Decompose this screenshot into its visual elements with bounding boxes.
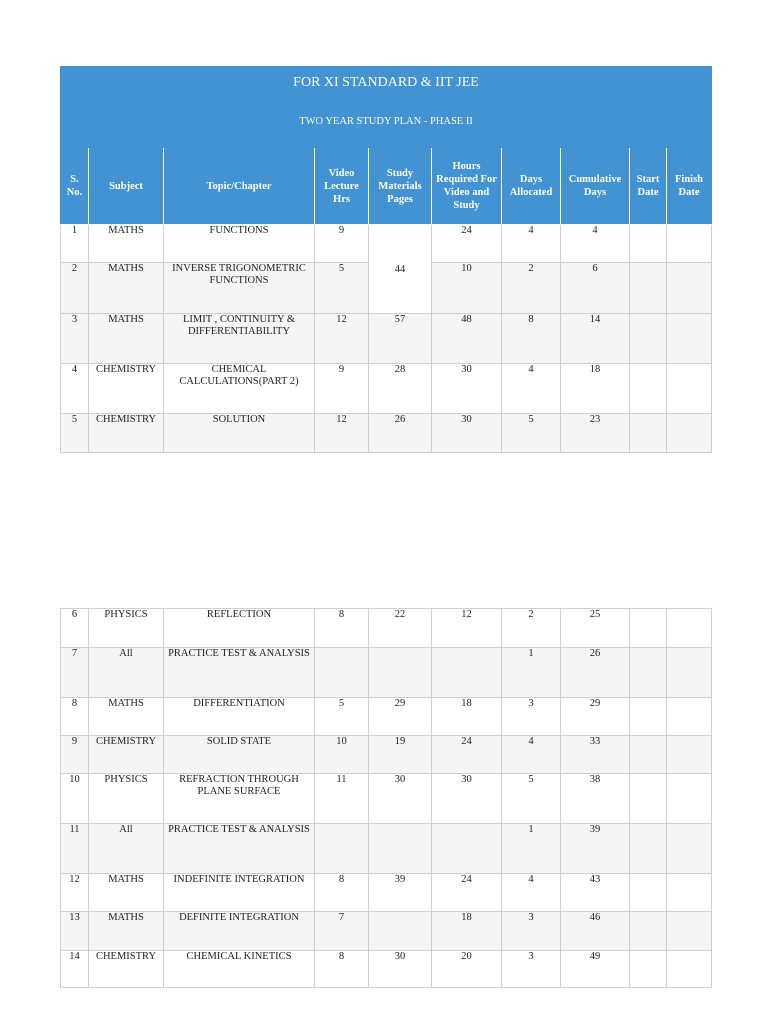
cell-finish-date xyxy=(667,414,712,453)
cell-start-date xyxy=(630,225,667,263)
cell-hours: 24 xyxy=(432,736,502,774)
cell-days: 5 xyxy=(502,414,561,453)
cell-cumulative: 6 xyxy=(561,263,630,314)
cell-start-date xyxy=(630,263,667,314)
cell-hours: 10 xyxy=(432,263,502,314)
cell-topic: CHEMICAL CALCULATIONS(PART 2) xyxy=(164,364,315,414)
cell-cumulative: 38 xyxy=(561,774,630,824)
cell-sno: 4 xyxy=(61,364,89,414)
document-title: FOR XI STANDARD & IIT JEE xyxy=(61,66,712,98)
cell-topic: INVERSE TRIGONOMETRIC FUNCTIONS xyxy=(164,263,315,314)
cell-video-hrs xyxy=(315,648,369,698)
cell-topic: DIFFERENTIATION xyxy=(164,698,315,736)
cell-cumulative: 43 xyxy=(561,874,630,912)
cell-sno: 3 xyxy=(61,314,89,364)
cell-finish-date xyxy=(667,736,712,774)
cell-days: 4 xyxy=(502,736,561,774)
cell-start-date xyxy=(630,648,667,698)
cell-subject: CHEMISTRY xyxy=(89,951,164,988)
cell-topic: SOLUTION xyxy=(164,414,315,453)
cell-start-date xyxy=(630,364,667,414)
cell-hours: 18 xyxy=(432,698,502,736)
cell-pages: 30 xyxy=(369,951,432,988)
cell-cumulative: 49 xyxy=(561,951,630,988)
column-header-hours-required: Hours Required For Video and Study xyxy=(432,148,502,225)
table-row xyxy=(61,609,712,648)
cell-hours: 30 xyxy=(432,364,502,414)
cell-days: 4 xyxy=(502,874,561,912)
cell-video-hrs: 9 xyxy=(315,225,369,263)
cell-finish-date xyxy=(667,698,712,736)
cell-start-date xyxy=(630,414,667,453)
cell-pages: 39 xyxy=(369,874,432,912)
cell-finish-date xyxy=(667,912,712,951)
cell-finish-date xyxy=(667,874,712,912)
cell-finish-date xyxy=(667,609,712,648)
cell-finish-date xyxy=(667,824,712,874)
cell-pages: 29 xyxy=(369,698,432,736)
cell-finish-date xyxy=(667,774,712,824)
cell-subject: MATHS xyxy=(89,314,164,364)
cell-subject: MATHS xyxy=(89,263,164,314)
cell-topic: CHEMICAL KINETICS xyxy=(164,951,315,988)
column-header-subject: Subject xyxy=(89,148,164,225)
cell-cumulative: 14 xyxy=(561,314,630,364)
cell-start-date xyxy=(630,874,667,912)
cell-pages: 22 xyxy=(369,609,432,648)
table-row xyxy=(61,414,712,453)
cell-cumulative: 26 xyxy=(561,648,630,698)
cell-sno: 11 xyxy=(61,824,89,874)
cell-sno: 7 xyxy=(61,648,89,698)
cell-subject: PHYSICS xyxy=(89,609,164,648)
cell-subject: CHEMISTRY xyxy=(89,736,164,774)
cell-cumulative: 29 xyxy=(561,698,630,736)
cell-subject: PHYSICS xyxy=(89,774,164,824)
cell-subject: MATHS xyxy=(89,698,164,736)
cell-topic: REFLECTION xyxy=(164,609,315,648)
cell-cumulative: 18 xyxy=(561,364,630,414)
cell-video-hrs xyxy=(315,824,369,874)
cell-days: 4 xyxy=(502,364,561,414)
cell-topic: PRACTICE TEST & ANALYSIS xyxy=(164,648,315,698)
column-header-days-allocated: Days Allocated xyxy=(502,148,561,225)
cell-topic: DEFINITE INTEGRATION xyxy=(164,912,315,951)
cell-days: 1 xyxy=(502,824,561,874)
cell-hours: 12 xyxy=(432,609,502,648)
cell-hours: 24 xyxy=(432,874,502,912)
cell-pages: 28 xyxy=(369,364,432,414)
cell-finish-date xyxy=(667,648,712,698)
cell-cumulative: 4 xyxy=(561,225,630,263)
cell-sno: 9 xyxy=(61,736,89,774)
cell-start-date xyxy=(630,698,667,736)
cell-topic: LIMIT , CONTINUITY & DIFFERENTIABILITY xyxy=(164,314,315,364)
column-header-topic: Topic/Chapter xyxy=(164,148,315,225)
cell-sno: 2 xyxy=(61,263,89,314)
cell-pages: 26 xyxy=(369,414,432,453)
cell-days: 4 xyxy=(502,225,561,263)
cell-finish-date xyxy=(667,951,712,988)
table-row xyxy=(61,912,712,951)
table-row xyxy=(61,698,712,736)
cell-hours: 30 xyxy=(432,414,502,453)
cell-hours: 18 xyxy=(432,912,502,951)
cell-pages: 57 xyxy=(369,314,432,364)
cell-video-hrs: 11 xyxy=(315,774,369,824)
cell-subject: CHEMISTRY xyxy=(89,364,164,414)
cell-days: 3 xyxy=(502,912,561,951)
cell-subject: All xyxy=(89,824,164,874)
cell-topic: REFRACTION THROUGH PLANE SURFACE xyxy=(164,774,315,824)
column-header-sno: S. No. xyxy=(61,148,89,225)
column-header-cumulative-days: Cumulative Days xyxy=(561,148,630,225)
table-row xyxy=(61,774,712,824)
cell-video-hrs: 5 xyxy=(315,698,369,736)
cell-hours xyxy=(432,824,502,874)
cell-pages-merged: 44 xyxy=(369,225,432,314)
cell-start-date xyxy=(630,774,667,824)
cell-topic: FUNCTIONS xyxy=(164,225,315,263)
cell-subject: MATHS xyxy=(89,225,164,263)
table-row xyxy=(61,364,712,414)
cell-subject: CHEMISTRY xyxy=(89,414,164,453)
table-header-row xyxy=(61,148,712,225)
cell-finish-date xyxy=(667,263,712,314)
cell-cumulative: 23 xyxy=(561,414,630,453)
cell-pages xyxy=(369,912,432,951)
cell-video-hrs: 8 xyxy=(315,874,369,912)
cell-days: 8 xyxy=(502,314,561,364)
table-row xyxy=(61,951,712,988)
column-header-video-hrs: Video Lecture Hrs xyxy=(315,148,369,225)
cell-hours: 30 xyxy=(432,774,502,824)
cell-sno: 10 xyxy=(61,774,89,824)
cell-pages xyxy=(369,648,432,698)
cell-sno: 13 xyxy=(61,912,89,951)
cell-video-hrs: 10 xyxy=(315,736,369,774)
cell-start-date xyxy=(630,736,667,774)
cell-video-hrs: 8 xyxy=(315,951,369,988)
cell-pages: 30 xyxy=(369,774,432,824)
cell-start-date xyxy=(630,609,667,648)
cell-start-date xyxy=(630,912,667,951)
study-plan-table-part-1 xyxy=(60,66,712,453)
cell-finish-date xyxy=(667,314,712,364)
cell-start-date xyxy=(630,824,667,874)
cell-subject: MATHS xyxy=(89,874,164,912)
cell-days: 2 xyxy=(502,263,561,314)
cell-hours xyxy=(432,648,502,698)
cell-video-hrs: 12 xyxy=(315,414,369,453)
cell-cumulative: 39 xyxy=(561,824,630,874)
cell-hours: 48 xyxy=(432,314,502,364)
table-row xyxy=(61,736,712,774)
cell-topic: PRACTICE TEST & ANALYSIS xyxy=(164,824,315,874)
cell-hours: 24 xyxy=(432,225,502,263)
table-row xyxy=(61,648,712,698)
column-header-pages: Study Materials Pages xyxy=(369,148,432,225)
cell-subject: MATHS xyxy=(89,912,164,951)
cell-sno: 6 xyxy=(61,609,89,648)
cell-start-date xyxy=(630,314,667,364)
cell-video-hrs: 5 xyxy=(315,263,369,314)
cell-start-date xyxy=(630,951,667,988)
cell-subject: All xyxy=(89,648,164,698)
table-row xyxy=(61,874,712,912)
cell-video-hrs: 7 xyxy=(315,912,369,951)
cell-topic: SOLID STATE xyxy=(164,736,315,774)
document-subtitle: TWO YEAR STUDY PLAN - PHASE II xyxy=(61,98,712,148)
table-row xyxy=(61,225,712,263)
cell-video-hrs: 9 xyxy=(315,364,369,414)
cell-hours: 20 xyxy=(432,951,502,988)
cell-finish-date xyxy=(667,364,712,414)
column-header-start-date: Start Date xyxy=(630,148,667,225)
cell-pages: 19 xyxy=(369,736,432,774)
cell-days: 3 xyxy=(502,951,561,988)
cell-finish-date xyxy=(667,225,712,263)
cell-days: 2 xyxy=(502,609,561,648)
cell-sno: 8 xyxy=(61,698,89,736)
table-row xyxy=(61,314,712,364)
cell-video-hrs: 12 xyxy=(315,314,369,364)
study-plan-table-part-2 xyxy=(60,608,712,988)
cell-topic: INDEFINITE INTEGRATION xyxy=(164,874,315,912)
cell-cumulative: 33 xyxy=(561,736,630,774)
table-row xyxy=(61,824,712,874)
cell-days: 3 xyxy=(502,698,561,736)
cell-video-hrs: 8 xyxy=(315,609,369,648)
cell-cumulative: 25 xyxy=(561,609,630,648)
cell-sno: 12 xyxy=(61,874,89,912)
cell-sno: 14 xyxy=(61,951,89,988)
cell-cumulative: 46 xyxy=(561,912,630,951)
cell-pages xyxy=(369,824,432,874)
cell-days: 1 xyxy=(502,648,561,698)
cell-sno: 1 xyxy=(61,225,89,263)
cell-sno: 5 xyxy=(61,414,89,453)
cell-days: 5 xyxy=(502,774,561,824)
column-header-finish-date: Finish Date xyxy=(667,148,712,225)
